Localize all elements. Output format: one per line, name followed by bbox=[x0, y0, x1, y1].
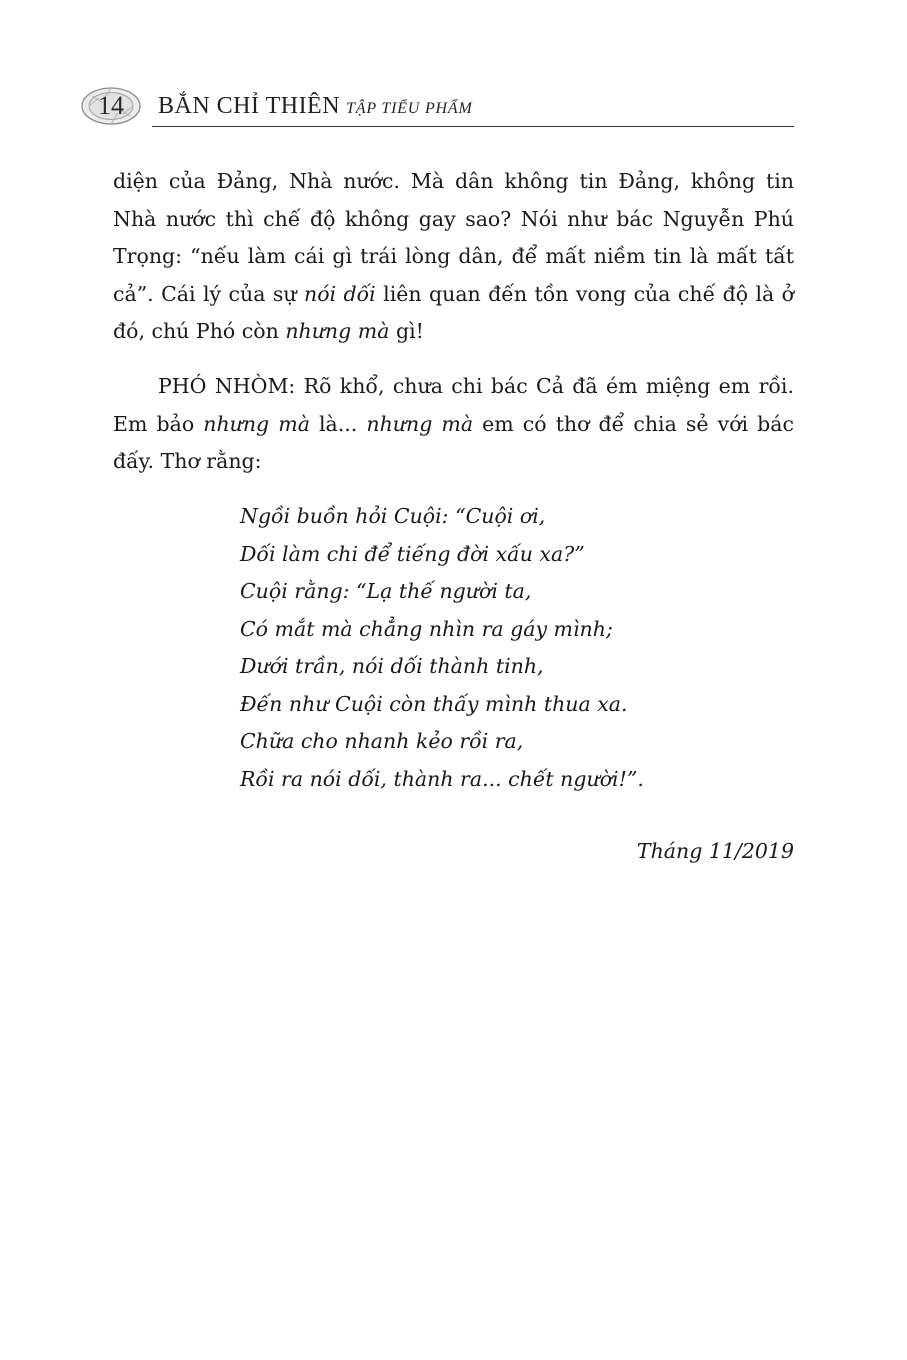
paragraph-2-emphasis-2: nhưng mà bbox=[366, 411, 474, 436]
page-number-badge bbox=[80, 86, 142, 126]
poem-line: Có mắt mà chẳng nhìn ra gáy mình; bbox=[240, 616, 613, 641]
book-title-text: BẮN CHỈ THIÊN bbox=[158, 93, 341, 119]
paragraph-2-emphasis-1: nhưng mà bbox=[203, 411, 310, 436]
paragraph-2-part-3: em có thơ để chia sẻ với bác đấy. Thơ rằng: bbox=[113, 411, 794, 473]
book-title bbox=[158, 92, 473, 123]
poem-line: Ngồi buồn hỏi Cuội: “Cuội ơi, bbox=[240, 504, 546, 528]
paragraph-2-part-1: PHÓ NHÒM: Rõ khổ, chưa chi bác Cả đã ém miệng em rồi. Em bảo bbox=[113, 374, 794, 436]
poem bbox=[240, 498, 644, 798]
paragraph-1-part-2: liên quan đến tồn vong của chế độ là ở đó, chú Phó còn bbox=[113, 281, 794, 343]
paragraph-1-part-1: diện của Đảng, Nhà nước. Mà dân không tin Đảng, không tin Nhà nước thì chế độ không gay sao? Nói như bác Nguyễn Phú Trọng: “nếu làm cái gì trái lòng dân, để mất niềm tin là mất tất cả”. Cái lý của sự bbox=[113, 169, 794, 306]
paragraph-2-part-2: là... bbox=[309, 411, 367, 436]
paragraph-1 bbox=[113, 163, 794, 351]
paragraph-1-emphasis-2: nhưng mà bbox=[285, 319, 390, 343]
running-header bbox=[80, 80, 794, 130]
paragraph-1-emphasis-1: nói dối bbox=[304, 281, 376, 306]
poem-line: Rồi ra nói dối, thành ra... chết người!”. bbox=[240, 766, 644, 791]
paragraph-1-part-3: gì! bbox=[389, 319, 424, 343]
header-rule bbox=[152, 126, 794, 127]
paragraph-2 bbox=[113, 368, 794, 481]
poem-line: Dối làm chi để tiếng đời xấu xa?” bbox=[240, 541, 585, 566]
poem-line: Cuội rằng: “Lạ thế người ta, bbox=[240, 579, 532, 603]
poem-line: Dưới trần, nói dối thành tinh, bbox=[240, 654, 544, 678]
date-signature: Tháng 11/2019 bbox=[636, 839, 794, 863]
page-number: 14 bbox=[98, 91, 124, 120]
book-subtitle: TẬP TIỂU PHẨM bbox=[346, 100, 473, 117]
poem-line: Chữa cho nhanh kẻo rồi ra, bbox=[240, 729, 524, 753]
poem-line: Đến như Cuội còn thấy mình thua xa. bbox=[240, 691, 628, 716]
